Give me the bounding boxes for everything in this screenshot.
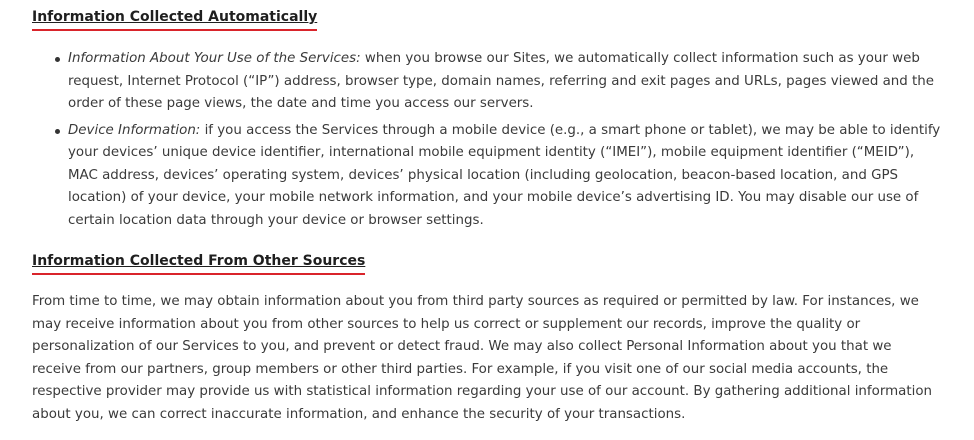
heading-accent-underline	[32, 29, 317, 31]
section-heading-other-sources: Information Collected From Other Sources	[32, 253, 366, 269]
section-heading-collected-automatically: Information Collected Automatically	[32, 9, 318, 25]
automatic-info-list	[32, 48, 942, 236]
list-item-term: Information About Your Use of the Services:	[68, 51, 361, 66]
heading-accent-underline	[32, 273, 365, 275]
section-other-heading-wrap	[32, 250, 365, 275]
other-sources-paragraph: From time to time, we may obtain information about you from third party sources as required or permitted by law. For instances, we may receive information about you from other sources to help us correct or supplement our records, improve the quality or personalization of our Services to you, and prevent or detect fraud. We may also collect Personal Information about you that we receive from our partners, group members or other third parties. For example, if you visit one of our social media accounts, the respective provider may provide us with statistical information regarding your use of our account. By gathering additional information about you, we can correct inaccurate information, and enhance the security of your transactions.	[32, 294, 932, 422]
list-item-usage-info	[68, 48, 942, 116]
list-item-text: if you access the Services through a mobile device (e.g., a smart phone or tablet), we may be able to identify your devices’ unique device identifier, international mobile equipment identity (“IMEI”), mobile equipment identifier (“MEID”), MAC address, devices’ operating system, devices’ physical location (including geolocation, beacon-based location, and GPS location) of your device, your mobile network information, and your mobile device’s advertising ID. You may disable our use of certain location data through your device or browser settings.	[68, 122, 941, 228]
list-item-term: Device Information:	[68, 122, 201, 138]
list-item-device-info	[68, 120, 942, 233]
section-auto-heading-wrap	[32, 6, 317, 31]
list-item-text: when you browse our Sites, we automatically collect information such as your web request, Internet Protocol (“IP”) address, browser type, domain names, referring and exit pages and URLs, pages viewed and the order of these page views, the date and time you access our servers.	[68, 51, 935, 111]
